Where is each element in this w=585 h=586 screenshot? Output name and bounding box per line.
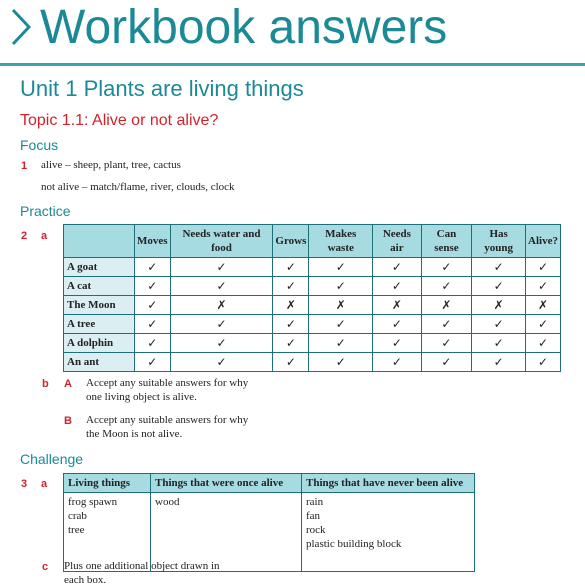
- part-c-label: c: [42, 561, 49, 573]
- table-cell: ✓: [526, 334, 561, 353]
- column-header: Grows: [273, 225, 309, 258]
- table-cell: ✓: [170, 315, 273, 334]
- part-c-answer-line2: each box.: [64, 574, 107, 586]
- table-cell: ✓: [373, 334, 421, 353]
- table-cell: ✗: [421, 296, 472, 315]
- table-row: [64, 277, 561, 296]
- table-cell: ✗: [472, 296, 526, 315]
- table-cell: ✓: [421, 277, 472, 296]
- table-header-row: [64, 474, 475, 493]
- table-cell: ✓: [421, 315, 472, 334]
- list-item: wood: [155, 496, 180, 508]
- table-cell: ✓: [309, 258, 373, 277]
- table-cell: ✓: [273, 258, 309, 277]
- characteristics-table: [63, 224, 561, 372]
- table-cell: ✓: [526, 277, 561, 296]
- table-cell: ✓: [526, 258, 561, 277]
- practice-heading: Practice: [20, 203, 71, 219]
- list-item: rock: [306, 524, 326, 536]
- table-cell: ✓: [526, 353, 561, 372]
- table-cell: ✓: [135, 296, 171, 315]
- table-cell: ✓: [472, 353, 526, 372]
- table-cell: ✓: [526, 315, 561, 334]
- question-number-1: 1: [21, 160, 28, 172]
- list-item: tree: [68, 524, 85, 536]
- never-alive-cell: [302, 493, 475, 572]
- question-number-2: 2: [21, 230, 28, 242]
- table-cell: ✓: [309, 353, 373, 372]
- table-header-row: [64, 225, 561, 258]
- table-row: [64, 296, 561, 315]
- table-cell: ✓: [373, 315, 421, 334]
- table-cell: ✗: [526, 296, 561, 315]
- column-header: Living things: [64, 474, 151, 493]
- question-number-3: 3: [21, 478, 28, 490]
- table-cell: ✗: [170, 296, 273, 315]
- table-cell: ✓: [135, 277, 171, 296]
- table-cell: ✓: [472, 315, 526, 334]
- column-header: Makes waste: [309, 225, 373, 258]
- table-cell: ✓: [472, 334, 526, 353]
- table-cell: ✓: [170, 353, 273, 372]
- row-label: A goat: [64, 258, 135, 277]
- table-cell: ✓: [472, 258, 526, 277]
- part-b-label: b: [42, 378, 49, 390]
- table-cell: ✓: [135, 353, 171, 372]
- column-header: Alive?: [526, 225, 561, 258]
- table-corner-cell: [64, 225, 135, 258]
- page-header: [10, 0, 447, 56]
- table-cell: ✓: [421, 334, 472, 353]
- row-label: A dolphin: [64, 334, 135, 353]
- column-header: Moves: [135, 225, 171, 258]
- table-cell: ✓: [170, 277, 273, 296]
- table-cell: ✓: [273, 277, 309, 296]
- row-label: A cat: [64, 277, 135, 296]
- table-cell: ✓: [421, 258, 472, 277]
- table-row: [64, 334, 561, 353]
- challenge-heading: Challenge: [20, 451, 84, 467]
- part-a-label: a: [41, 230, 48, 242]
- column-header: Things that have never been alive: [302, 474, 475, 493]
- part-bA-answer-line1: Accept any suitable answers for why: [86, 377, 249, 389]
- unit-title: Unit 1 Plants are living things: [20, 76, 304, 101]
- row-label: A tree: [64, 315, 135, 334]
- table-cell: ✓: [421, 353, 472, 372]
- part-bB-answer-line1: Accept any suitable answers for why: [86, 414, 249, 426]
- column-header: Can sense: [421, 225, 472, 258]
- classification-table: [63, 473, 475, 572]
- table-cell: ✓: [170, 258, 273, 277]
- table-cell: ✓: [170, 334, 273, 353]
- part-bB-letter: B: [64, 415, 72, 427]
- chevron-right-icon: [10, 7, 32, 47]
- row-label: The Moon: [64, 296, 135, 315]
- table-cell: ✗: [309, 296, 373, 315]
- column-header: Needs air: [373, 225, 421, 258]
- focus-heading: Focus: [20, 137, 59, 153]
- list-item: rain: [306, 496, 324, 508]
- table-cell: ✓: [309, 315, 373, 334]
- part-bA-letter: A: [64, 378, 72, 390]
- list-item: plastic building block: [306, 538, 402, 550]
- column-header: Needs water and food: [170, 225, 273, 258]
- focus-not-alive-answer: not alive – match/flame, river, clouds, clock: [41, 181, 235, 193]
- table-row: [64, 353, 561, 372]
- header-rule: [0, 63, 585, 66]
- page-title: Workbook answers: [40, 1, 448, 54]
- table-cell: ✓: [373, 353, 421, 372]
- part-bA-answer-line2: one living object is alive.: [86, 391, 197, 403]
- table-cell: ✓: [135, 315, 171, 334]
- table-cell: ✓: [472, 277, 526, 296]
- table-row: [64, 258, 561, 277]
- topic-title: Topic 1.1: Alive or not alive?: [20, 112, 219, 129]
- row-label: An ant: [64, 353, 135, 372]
- table-cell: ✓: [309, 277, 373, 296]
- table-cell: ✗: [373, 296, 421, 315]
- part-c-answer-line1: Plus one additional object drawn in: [64, 560, 220, 572]
- table-cell: ✓: [273, 315, 309, 334]
- table-cell: ✓: [135, 334, 171, 353]
- table-cell: ✓: [273, 353, 309, 372]
- column-header: Has young: [472, 225, 526, 258]
- table-cell: ✓: [273, 334, 309, 353]
- column-header: Things that were once alive: [151, 474, 302, 493]
- table-cell: ✓: [373, 277, 421, 296]
- table-cell: ✓: [373, 258, 421, 277]
- table-row: [64, 315, 561, 334]
- table-cell: ✓: [309, 334, 373, 353]
- table-cell: ✗: [273, 296, 309, 315]
- part-bB-answer-line2: the Moon is not alive.: [86, 428, 183, 440]
- list-item: frog spawn: [68, 496, 118, 508]
- table-cell: ✓: [135, 258, 171, 277]
- focus-alive-answer: alive – sheep, plant, tree, cactus: [41, 159, 181, 171]
- challenge-part-a-label: a: [41, 478, 48, 490]
- list-item: fan: [306, 510, 321, 522]
- list-item: crab: [68, 510, 87, 522]
